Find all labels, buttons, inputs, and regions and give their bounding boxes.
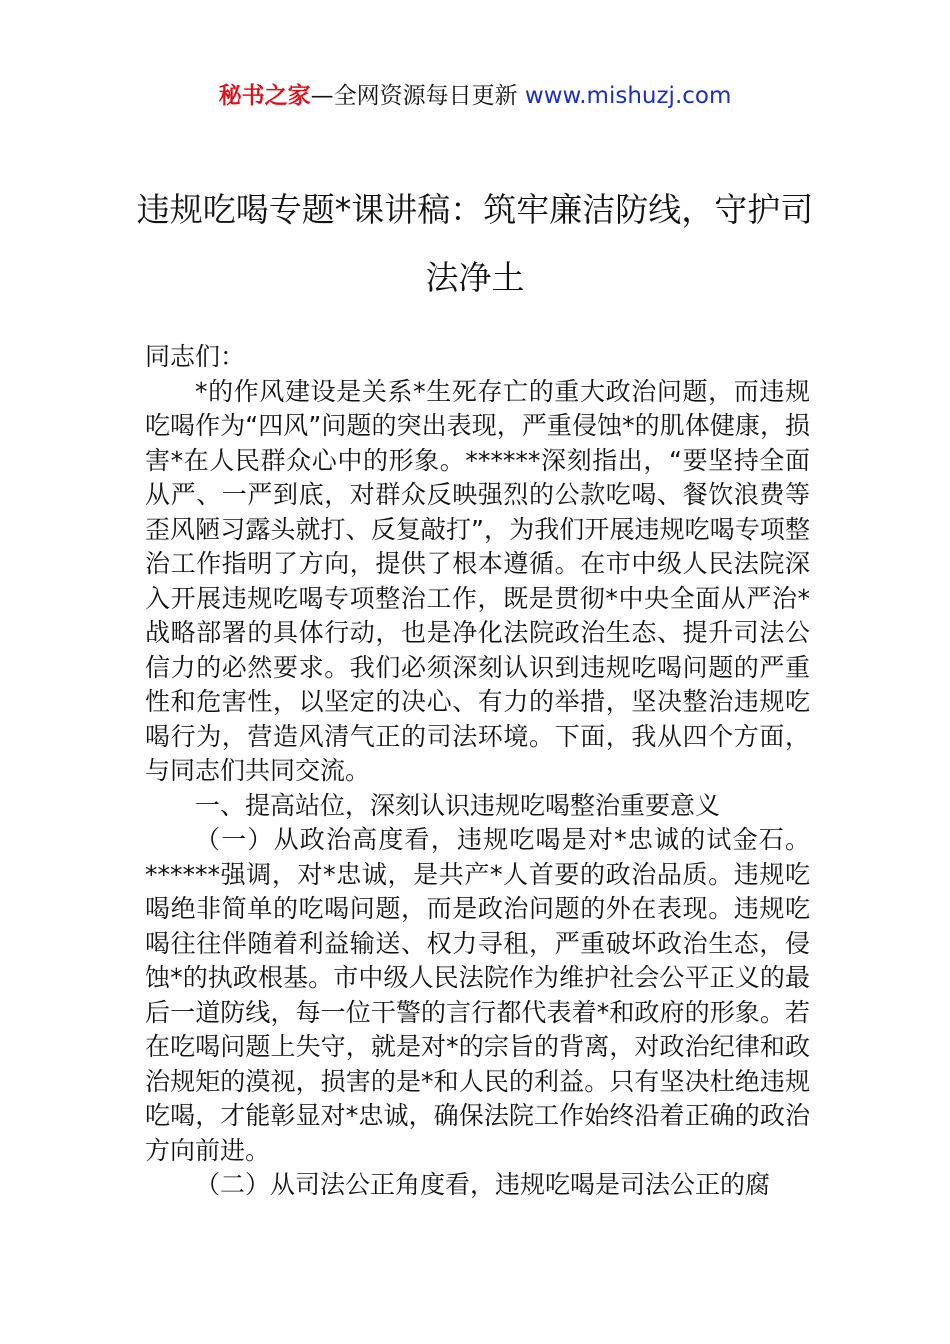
paragraph-1-1: （一）从政治高度看，违规吃喝是对*忠诚的试金石。******强调，对*忠诚，是共产*人首要的政治品质。违规吃喝绝非简单的吃喝问题，而是政治问题的外在表现。违规吃喝往往伴随着利益输送、权力寻租，严重破坏政治生态，侵蚀*的执政根基。市中级人民法院作为维护社会公平正义的最后一道防线，每一位干警的言行都代表着*和政府的形象。若在吃喝问题上失守，就是对*的宗旨的背离，对政治纪律和政治规矩的漠视，损害的是*和人民的利益。只有坚决杜绝违规吃喝，才能彰显对*忠诚，确保法院工作始终沿着正确的政治方向前进。 [145,825,810,1165]
paragraph-1-2: （二）从司法公正角度看，违规吃喝是司法公正的腐 [195,1170,771,1199]
document-body [145,340,810,1203]
brand-name: 秘书之家 [218,83,311,109]
section-heading-1: 一、提高站位，深刻认识违规吃喝整治重要意义 [195,790,721,820]
salutation: 同志们： [145,342,246,371]
header-tagline: —全网资源每日更新 [310,83,518,109]
site-url-link[interactable]: www.mishuzj.com [524,83,732,109]
document-title: 违规吃喝专题*课讲稿：筑牢廉洁防线，守护司法净土 [136,190,814,297]
paragraph-intro: *的作风建设是关系*生死存亡的重大政治问题，而违规吃喝作为“四风”问题的突出表现，严重侵蚀*的肌体健康，损害*在人民群众心中的形象。******深刻指出，“要坚持全面从严、一严到底，对群众反映强烈的公款吃喝、餐饮浪费等歪风陋习露头就打、反复敲打”，为我们开展违规吃喝专项整治工作指明了方向，提供了根本遵循。在市中级人民法院深入开展违规吃喝专项整治工作，既是贯彻*中央全面从严治*战略部署的具体行动，也是净化法院政治生态、提升司法公信力的必然要求。我们必须深刻认识到违规吃喝问题的严重性和危害性，以坚定的决心、有力的举措，坚决整治违规吃喝行为，营造风清气正的司法环境。下面，我从四个方面，与同志们共同交流。 [145,376,810,785]
site-header [0,80,950,112]
